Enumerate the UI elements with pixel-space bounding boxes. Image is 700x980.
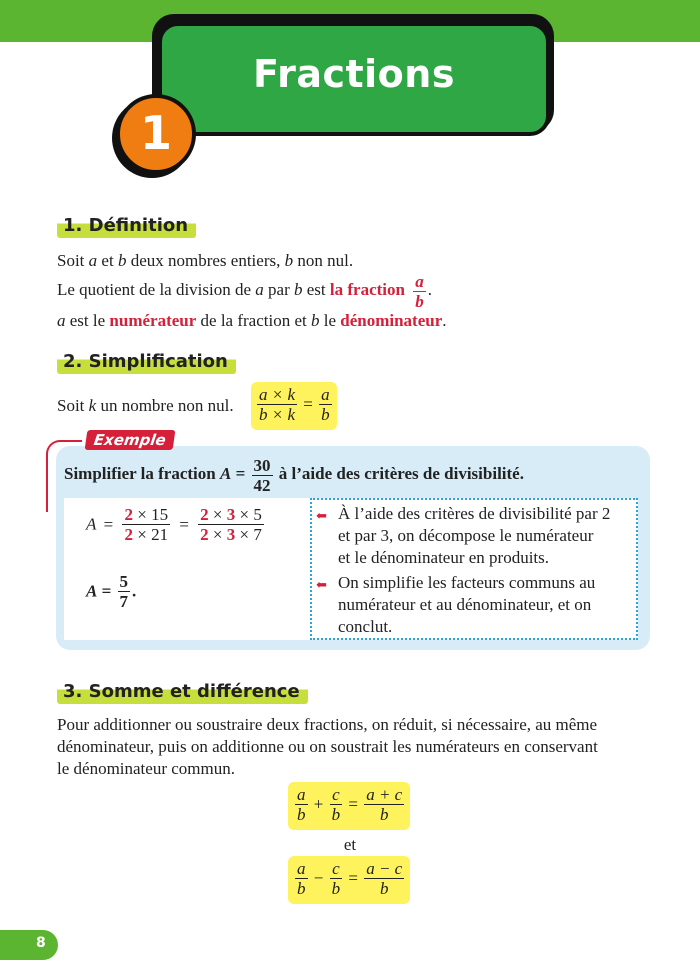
- example-bullet-2: ⬅ On simplifie les facteurs communs au numérateur et au dénominateur, et on conclut.: [316, 573, 596, 636]
- arrow-left-icon: ⬅: [316, 508, 327, 523]
- example-statement: Simplifier la fraction A = $\frac{30}{42}$ à l’aide des critères de divisibilité.: [64, 455, 524, 495]
- chapter-number-badge: [116, 94, 196, 174]
- chapter-title-box: [158, 22, 550, 136]
- chapter-number: 1: [139, 106, 172, 160]
- section-heading-definition: 1. Définition: [57, 214, 196, 238]
- difference-formula: $\frac{a}{b}$ − $\frac{c}{b}$ = $\frac{a - c}{b}$: [288, 856, 410, 904]
- chapter-title: Fractions: [253, 52, 455, 96]
- definition-line-3: a est le numérateur de la fraction et b le dénominateur.: [57, 311, 447, 330]
- somme-paragraph: Pour additionner ou soustraire deux fractions, on réduit, si nécessaire, au même dénominateur, puis on additionne ou on soustrait les numérateurs en conservant le dénominateur commun.: [57, 715, 598, 778]
- page-number: 8: [36, 935, 46, 951]
- definition-line-2: Le quotient de la division de a par b est la fraction $\frac{a}{b}$ .: [57, 271, 432, 311]
- example-bullet-1: ⬅ À l’aide des critères de divisibilité par 2 et par 3, on décompose le numérateur et le dénominateur en produits.: [316, 504, 611, 567]
- definition-line-1: Soit a et b deux nombres entiers, b non nul.: [57, 251, 354, 270]
- example-calculation-2: A = $\frac{5}{7}$ .: [86, 572, 137, 611]
- sum-formula: $\frac{a}{b}$ + $\frac{c}{b}$ = $\frac{a + c}{b}$: [288, 782, 410, 830]
- simplification-formula: $\frac{a \times k}{b \times k}$ = $\frac{a}{b}$: [251, 382, 337, 430]
- example-calculation-1: A = $\frac{2 \times 15}{2 \times 21}$ = $\frac{2 \times 3 \times 5}{2 \times 3 \times 7}$: [86, 505, 262, 544]
- section-heading-somme-difference: 3. Somme et différence: [57, 680, 308, 704]
- arrow-left-icon: ⬅: [316, 577, 327, 592]
- page-number-badge: [0, 930, 58, 960]
- simplification-text: Soit k un nombre non nul.: [57, 396, 234, 415]
- fraction-a-over-b: $\frac{a}{b}$: [415, 271, 424, 311]
- connector-et: et: [343, 835, 357, 854]
- example-label: Exemple: [85, 430, 176, 450]
- section-heading-simplification: 2. Simplification: [57, 350, 236, 374]
